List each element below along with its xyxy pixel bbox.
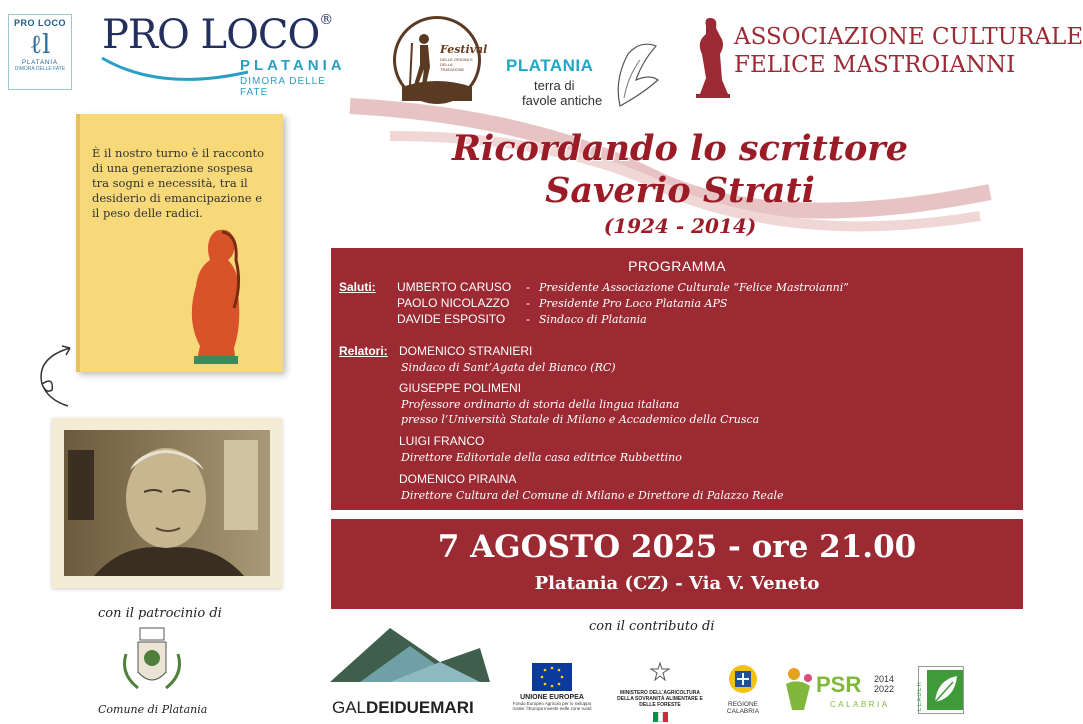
relatore-role: Sindaco di Sant’Agata del Bianco (RC): [401, 361, 616, 374]
proloco-platania: PLATANIA: [240, 57, 346, 74]
associazione-line2: FELICE MASTROIANNI: [734, 52, 1016, 78]
author-photo: [52, 418, 282, 588]
proloco-dimora: DIMORA DELLE FATE: [240, 76, 326, 98]
programma-title: PROGRAMMA: [628, 258, 726, 274]
author-portrait-icon: [64, 430, 270, 576]
saluti-role: Presidente Associazione Culturale “Felice Mastroianni”: [539, 281, 849, 294]
psr-logo: [782, 664, 902, 720]
relatore-name: GIUSEPPE POLIMENI: [399, 381, 522, 395]
contributo-label: con il contributo di: [589, 619, 715, 634]
relatore-name: DOMENICO STRANIERI: [399, 344, 533, 358]
event-years: (1924 - 2014): [603, 214, 757, 238]
festival-logo: [393, 16, 488, 104]
regione-name: REGIONE CALABRIA: [726, 701, 760, 715]
psr-figure-icon: [782, 664, 816, 714]
ue-name: UNIONE EUROPEA: [520, 694, 584, 701]
saluti-row: PAOLO NICOLAZZO: [397, 296, 510, 310]
saluti-role: Presidente Pro Loco Platania APS: [539, 297, 728, 310]
psr-years: 2014 2022: [874, 674, 895, 694]
relatore-role: Direttore Cultura del Comune di Milano e Direttore di Palazzo Reale: [401, 489, 784, 502]
statue-icon: [690, 14, 734, 100]
saluti-role: Sindaco di Platania: [539, 313, 647, 326]
programma-panel: [331, 248, 1023, 510]
relatori-label: Relatori:: [339, 344, 388, 358]
saluti-label: Saluti:: [339, 280, 376, 294]
proloco-small-top: PRO LOCO: [13, 18, 66, 28]
festival-name: Festival: [440, 43, 488, 56]
platania-logo-name: PLATANIA: [506, 56, 594, 75]
leader-leaf-icon: [927, 670, 963, 710]
italian-flag-icon: [612, 712, 708, 722]
event-date-time: 7 AGOSTO 2025 - ore 21.00: [437, 529, 917, 565]
saluti-row: UMBERTO CARUSO: [397, 280, 512, 294]
mountains-icon: [330, 622, 490, 696]
proloco-main-logo: [100, 12, 352, 98]
eu-flag-icon: [532, 663, 572, 691]
leader-logo: [918, 666, 964, 714]
associazione-logo: [690, 14, 1083, 100]
ministero-name: MINISTERO DELL’AGRICOLTURA DELLA SOVRANITÀ ALIMENTARE E DELLE FORESTE: [617, 690, 703, 708]
festival-sub: DELLE ORIGINI E DELLA TRADIZIONE: [440, 57, 473, 72]
ue-sub: Fondo Europeo Agricolo per lo sviluppo rurale: l’Europa investe nelle zone rurali: [512, 701, 592, 711]
event-title-line2: Saverio Strati: [545, 170, 815, 211]
proloco-swoosh-icon: [100, 52, 250, 92]
regione-crest-icon: [728, 664, 758, 694]
gal-name: GALDEIDUEMARI: [332, 698, 474, 717]
saluti-row: DAVIDE ESPOSITO: [397, 312, 506, 326]
ministero-logo: [612, 662, 708, 722]
proloco-small-sub: DIMORA DELLE FATE: [14, 66, 66, 72]
proloco-brand: PRO LOCO®: [102, 12, 333, 58]
comune-crest-icon: [120, 626, 184, 698]
regione-logo: [720, 664, 766, 715]
psr-region: CALABRIA: [830, 700, 890, 709]
comune-label: Comune di Platania: [98, 703, 208, 716]
associazione-line1: ASSOCIAZIONE CULTURALE: [734, 24, 1083, 50]
relatore-role: Professore ordinario di storia della lingua italiana: [401, 398, 680, 411]
event-title-line1: Ricordando lo scrittore: [451, 128, 909, 169]
platania-logo-line1: terra di: [534, 78, 575, 93]
book-cover-text: È il nostro turno è il racconto di una generazione sospesa tra sogni e necessità, tra il desiderio di emancipazione e il peso delle radici.: [92, 146, 265, 220]
relatore-role: presso l’Università Statale di Milano e Accademico della Crusca: [401, 413, 760, 426]
platania-logo-line2: favole antiche: [522, 93, 603, 108]
proloco-small-name: PLATANIA: [21, 60, 59, 66]
curved-arrow-icon: [32, 344, 76, 412]
saluti-sep: -: [526, 296, 530, 310]
relatore-name: DOMENICO PIRAINA: [399, 472, 517, 486]
saluti-sep: -: [526, 280, 530, 294]
proloco-small-logo: [8, 14, 72, 90]
relatore-name: LUIGI FRANCO: [399, 434, 485, 448]
woman-silhouette-icon: [176, 224, 256, 364]
leader-name: LEADER: [917, 681, 923, 712]
patrocinio-label: con il patrocinio di: [98, 606, 222, 621]
event-location: Platania (CZ) - Via V. Veneto: [534, 573, 820, 594]
ue-logo: [512, 663, 592, 711]
date-panel: [331, 519, 1023, 609]
republic-emblem-icon: [650, 662, 670, 682]
proloco-small-mark-icon: ℓl: [29, 30, 51, 60]
psr-name: PSR: [816, 672, 862, 697]
book-cover: [76, 114, 283, 372]
relatore-role: Direttore Editoriale della casa editrice Rubbettino: [401, 451, 682, 464]
saluti-sep: -: [526, 312, 530, 326]
gal-logo: [330, 622, 490, 718]
